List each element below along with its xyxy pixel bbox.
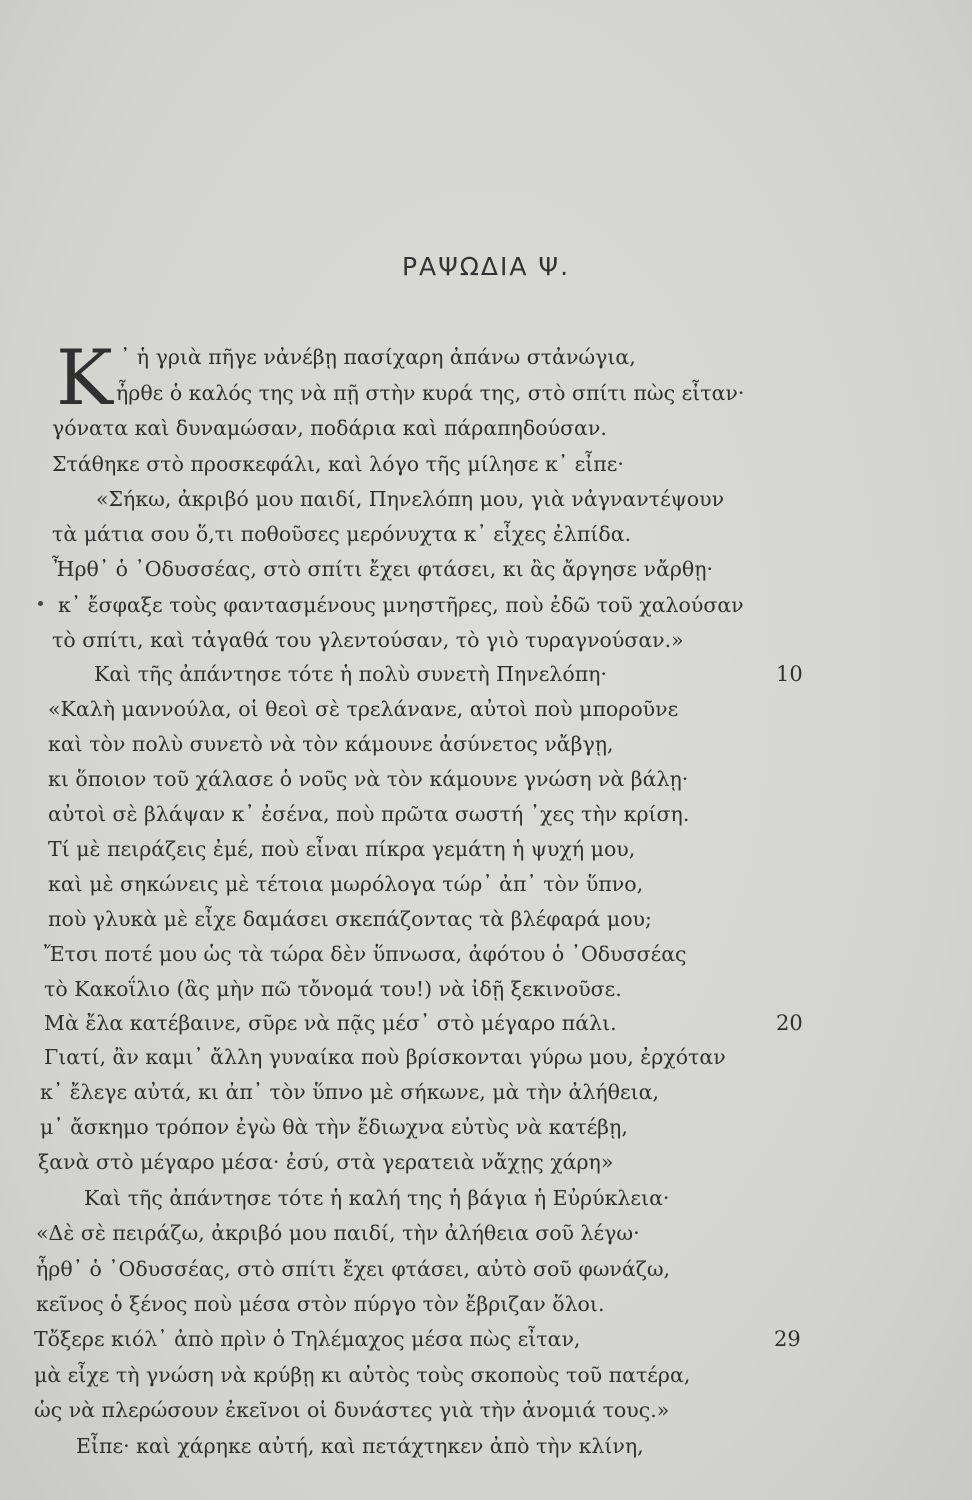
verse-line: τὰ μάτια σου ὅ,τι ποθοῦσες μερόνυχτα κ᾿ εἶχες ἐλπίδα.: [52, 522, 632, 546]
verse-line: Ἦρθ᾿ ὁ ᾿Οδυσσέας, στὸ σπίτι ἔχει φτάσει, κι ἂς ἄργησε νἄρθῃ·: [52, 557, 714, 581]
verse-line: Εἶπε· καὶ χάρηκε αὐτή, καὶ πετάχτηκεν ἀπὸ τὴν κλίνη,: [76, 1434, 644, 1458]
margin-dot: [38, 601, 43, 606]
verse-line: τὸ σπίτι, καὶ τἀγαθά του γλεντούσαν, τὸ γιὸ τυραγνούσαν.»: [52, 628, 684, 652]
verse-line: τὸ Κακοΐλιο (ἂς μὴν πῶ τὄνομά του!) νὰ ἰδῇ ξεκινοῦσε.: [44, 977, 622, 1001]
verse-line: κ᾿ ἔσφαξε τοὺς φαντασμένους μνηστῆρες, ποὺ ἐδῶ τοῦ χαλούσαν: [58, 593, 744, 617]
verse-line: ᾿ ἡ γριὰ πῆγε νἀνέβῃ πασίχαρη ἀπάνω στἀνώγια,: [120, 345, 636, 369]
drop-cap-initial: Κ: [56, 333, 113, 422]
verse-line: αὐτοὶ σὲ βλάψαν κ᾿ ἐσένα, ποὺ πρῶτα σωστή ᾿χες τὴν κρίση.: [48, 802, 690, 826]
verse-line: καὶ μὲ σηκώνεις μὲ τέτοια μωρόλογα τώρ᾿ ἀπ᾿ τὸν ὕπνο,: [48, 872, 644, 896]
verse-line: ἦρθ᾿ ὁ ᾿Οδυσσέας, στὸ σπίτι ἔχει φτάσει, αὐτὸ σοῦ φωνάζω,: [36, 1257, 671, 1281]
verse-line: κ᾿ ἔλεγε αὐτά, κι ἀπ᾿ τὸν ὕπνο μὲ σήκωνε, μὰ τὴν ἀλήθεια,: [40, 1080, 659, 1104]
verse-line: ἦρθε ὁ καλός της νὰ πῇ στὴν κυρά της, στὸ σπίτι πὼς εἶταν·: [116, 381, 745, 405]
verse-line: «Καλὴ μαννούλα, οἱ θεοὶ σὲ τρελάνανε, αὐτοὶ ποὺ μποροῦνε: [48, 697, 679, 721]
verse-line: Μὰ ἔλα κατέβαινε, σῦρε νὰ πᾷς μέσ᾿ στὸ μέγαρο πάλι.: [44, 1011, 617, 1035]
line-number: 20: [776, 1011, 803, 1035]
verse-line: Γιατί, ἂν καμι᾿ ἄλλη γυναίκα ποὺ βρίσκονται γύρω μου, ἐρχόταν: [44, 1045, 726, 1069]
verse-line: Τὄξερε κιόλ᾿ ἀπὸ πρὶν ὁ Τηλέμαχος μέσα πὼς εἶταν,: [34, 1327, 581, 1351]
verse-line: κι ὅποιον τοῦ χάλασε ὁ νοῦς νὰ τὸν κάμουνε γνώση νὰ βάλῃ·: [48, 767, 689, 791]
verse-line: μ᾿ ἄσκημο τρόπον ἐγὼ θὰ τὴν ἔδιωχνα εὐτὺς νὰ κατέβῃ,: [40, 1115, 628, 1139]
verse-line: «Δὲ σὲ πειράζω, ἀκριβό μου παιδί, τὴν ἀλήθεια σοῦ λέγω·: [36, 1221, 640, 1245]
verse-line: Καὶ τῆς ἀπάντησε τότε ἡ πολὺ συνετὴ Πηνελόπη·: [94, 662, 607, 686]
verse-line: ὡς νὰ πλερώσουν ἐκεῖνοι οἱ δυνάστες γιὰ τὴν ἀνομιά τους.»: [34, 1398, 670, 1422]
verse-line: Στάθηκε στὸ προσκεφάλι, καὶ λόγο τῆς μίλησε κ᾿ εἶπε·: [52, 452, 624, 476]
verse-line: ποὺ γλυκὰ μὲ εἶχε δαμάσει σκεπάζοντας τὰ βλέφαρά μου;: [48, 907, 652, 931]
rhapsody-heading: ΡΑΨΩΔΙΑ Ψ.: [401, 252, 571, 281]
verse-line: καὶ τὸν πολὺ συνετὸ νὰ τὸν κάμουνε ἀσύνετος νἄβγῃ,: [48, 732, 614, 756]
verse-line: γόνατα καὶ δυναμώσαν, ποδάρια καὶ πάραπηδούσαν.: [52, 416, 607, 440]
verse-line: «Σήκω, ἀκριβό μου παιδί, Πηνελόπη μου, γιὰ νἀγναντέψουν: [96, 487, 725, 511]
line-number: 29: [774, 1327, 801, 1351]
verse-line: κεῖνος ὁ ξένος ποὺ μέσα στὸν πύργο τὸν ἔβριζαν ὅλοι.: [36, 1292, 605, 1316]
verse-line: ξανὰ στὸ μέγαρο μέσα· ἐσύ, στὰ γερατειὰ νἄχῃς χάρη»: [38, 1150, 614, 1174]
verse-line: Καὶ τῆς ἀπάντησε τότε ἡ καλή της ἡ βάγια ἡ Εὐρύκλεια·: [84, 1186, 670, 1210]
line-number: 10: [776, 662, 803, 686]
verse-line: Τί μὲ πειράζεις ἐμέ, ποὺ εἶναι πίκρα γεμάτη ἡ ψυχή μου,: [48, 837, 636, 861]
verse-line: Ἔτσι ποτέ μου ὡς τὰ τώρα δὲν ὕπνωσα, ἀφότου ὁ ᾿Οδυσσέας: [44, 942, 687, 966]
verse-line: μὰ εἶχε τὴ γνώση νὰ κρύβῃ κι αὐτὸς τοὺς σκοποὺς τοῦ πατέρα,: [34, 1363, 691, 1387]
